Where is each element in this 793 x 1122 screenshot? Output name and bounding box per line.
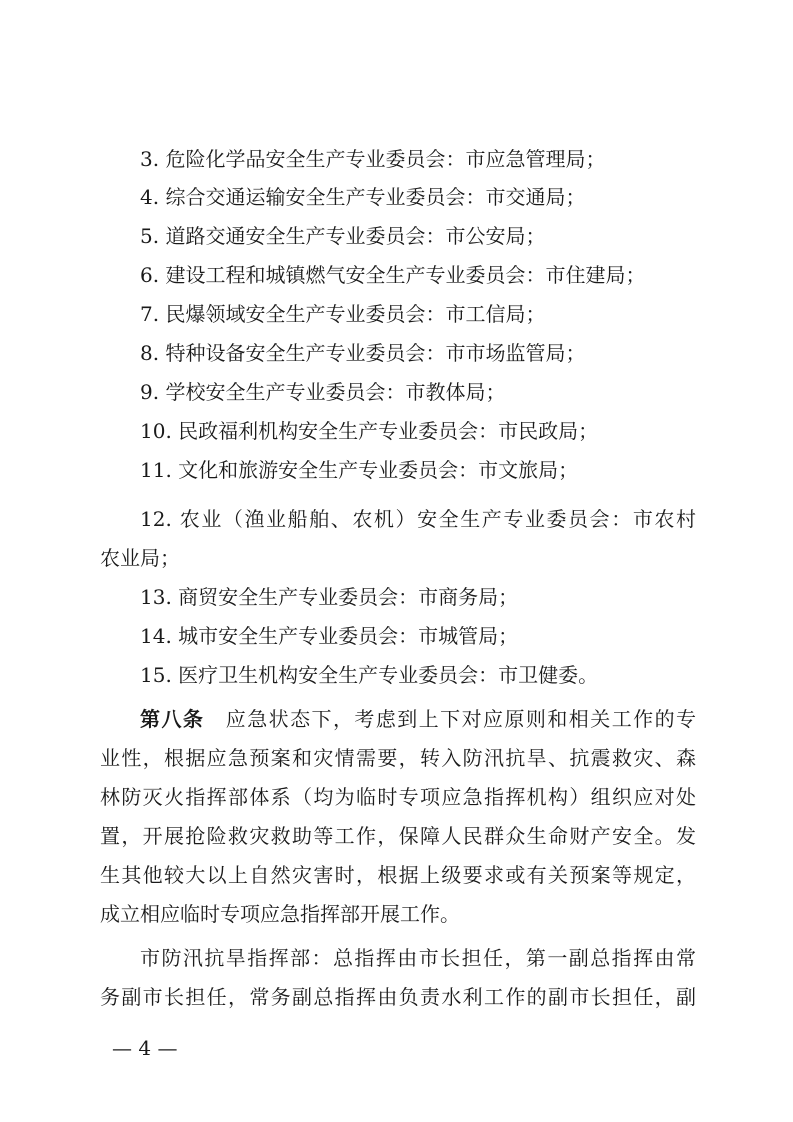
list-item: 9. 学校安全生产专业委员会：市教体局； — [140, 380, 506, 404]
article8-first-line — [140, 705, 696, 733]
list-item: 10. 民政福利机构安全生产专业委员会：市民政局； — [140, 419, 599, 443]
list-item: 13. 商贸安全生产专业委员会：市商务局； — [140, 585, 519, 609]
page-number: — 4 — — [112, 1036, 178, 1060]
article8-line: 成立相应临时专项应急指挥部开展工作。 — [100, 902, 460, 926]
list-item: 15. 医疗卫生机构安全生产专业委员会：市卫健委。 — [140, 663, 599, 687]
list-item: 8. 特种设备安全生产专业委员会：市市场监管局； — [140, 341, 586, 365]
list-item: 6. 建设工程和城镇燃气安全生产专业委员会：市住建局； — [140, 263, 646, 287]
flood-paragraph-line: 务副市长担任，常务副总指挥由负责水利工作的副市长担任，副 — [100, 985, 696, 1009]
list-item: 4. 综合交通运输安全生产专业委员会：市交通局； — [140, 185, 586, 209]
list-item-continuation: 农业局； — [100, 546, 180, 570]
article8-line: 业性，根据应急预案和灾情需要，转入防汛抗旱、抗震救灾、森 — [100, 746, 696, 770]
list-item: 14. 城市安全生产专业委员会：市城管局； — [140, 624, 519, 648]
article8-line: 林防灭火指挥部体系（均为临时专项应急指挥机构）组织应对处 — [100, 785, 696, 809]
list-item: 12. 农业（渔业船舶、农机）安全生产专业委员会：市农村 — [140, 507, 696, 531]
article8-line: 生其他较大以上自然灾害时，根据上级要求或有关预案等规定， — [100, 863, 696, 887]
flood-paragraph-line: 市防汛抗旱指挥部：总指挥由市长担任，第一副总指挥由常 — [140, 946, 696, 970]
article-label: 第八条 — [140, 707, 205, 731]
list-item: 5. 道路交通安全生产专业委员会：市公安局； — [140, 224, 546, 248]
article8-first-text: 应急状态下，考虑到上下对应原则和相关工作的专 — [204, 707, 696, 731]
list-item: 11. 文化和旅游安全生产专业委员会：市文旅局； — [140, 458, 579, 482]
article8-line: 置，开展抢险救灾救助等工作，保障人民群众生命财产安全。发 — [100, 824, 696, 848]
list-item: 7. 民爆领域安全生产专业委员会：市工信局； — [140, 302, 546, 326]
list-item: 3. 危险化学品安全生产专业委员会：市应急管理局； — [140, 147, 606, 171]
